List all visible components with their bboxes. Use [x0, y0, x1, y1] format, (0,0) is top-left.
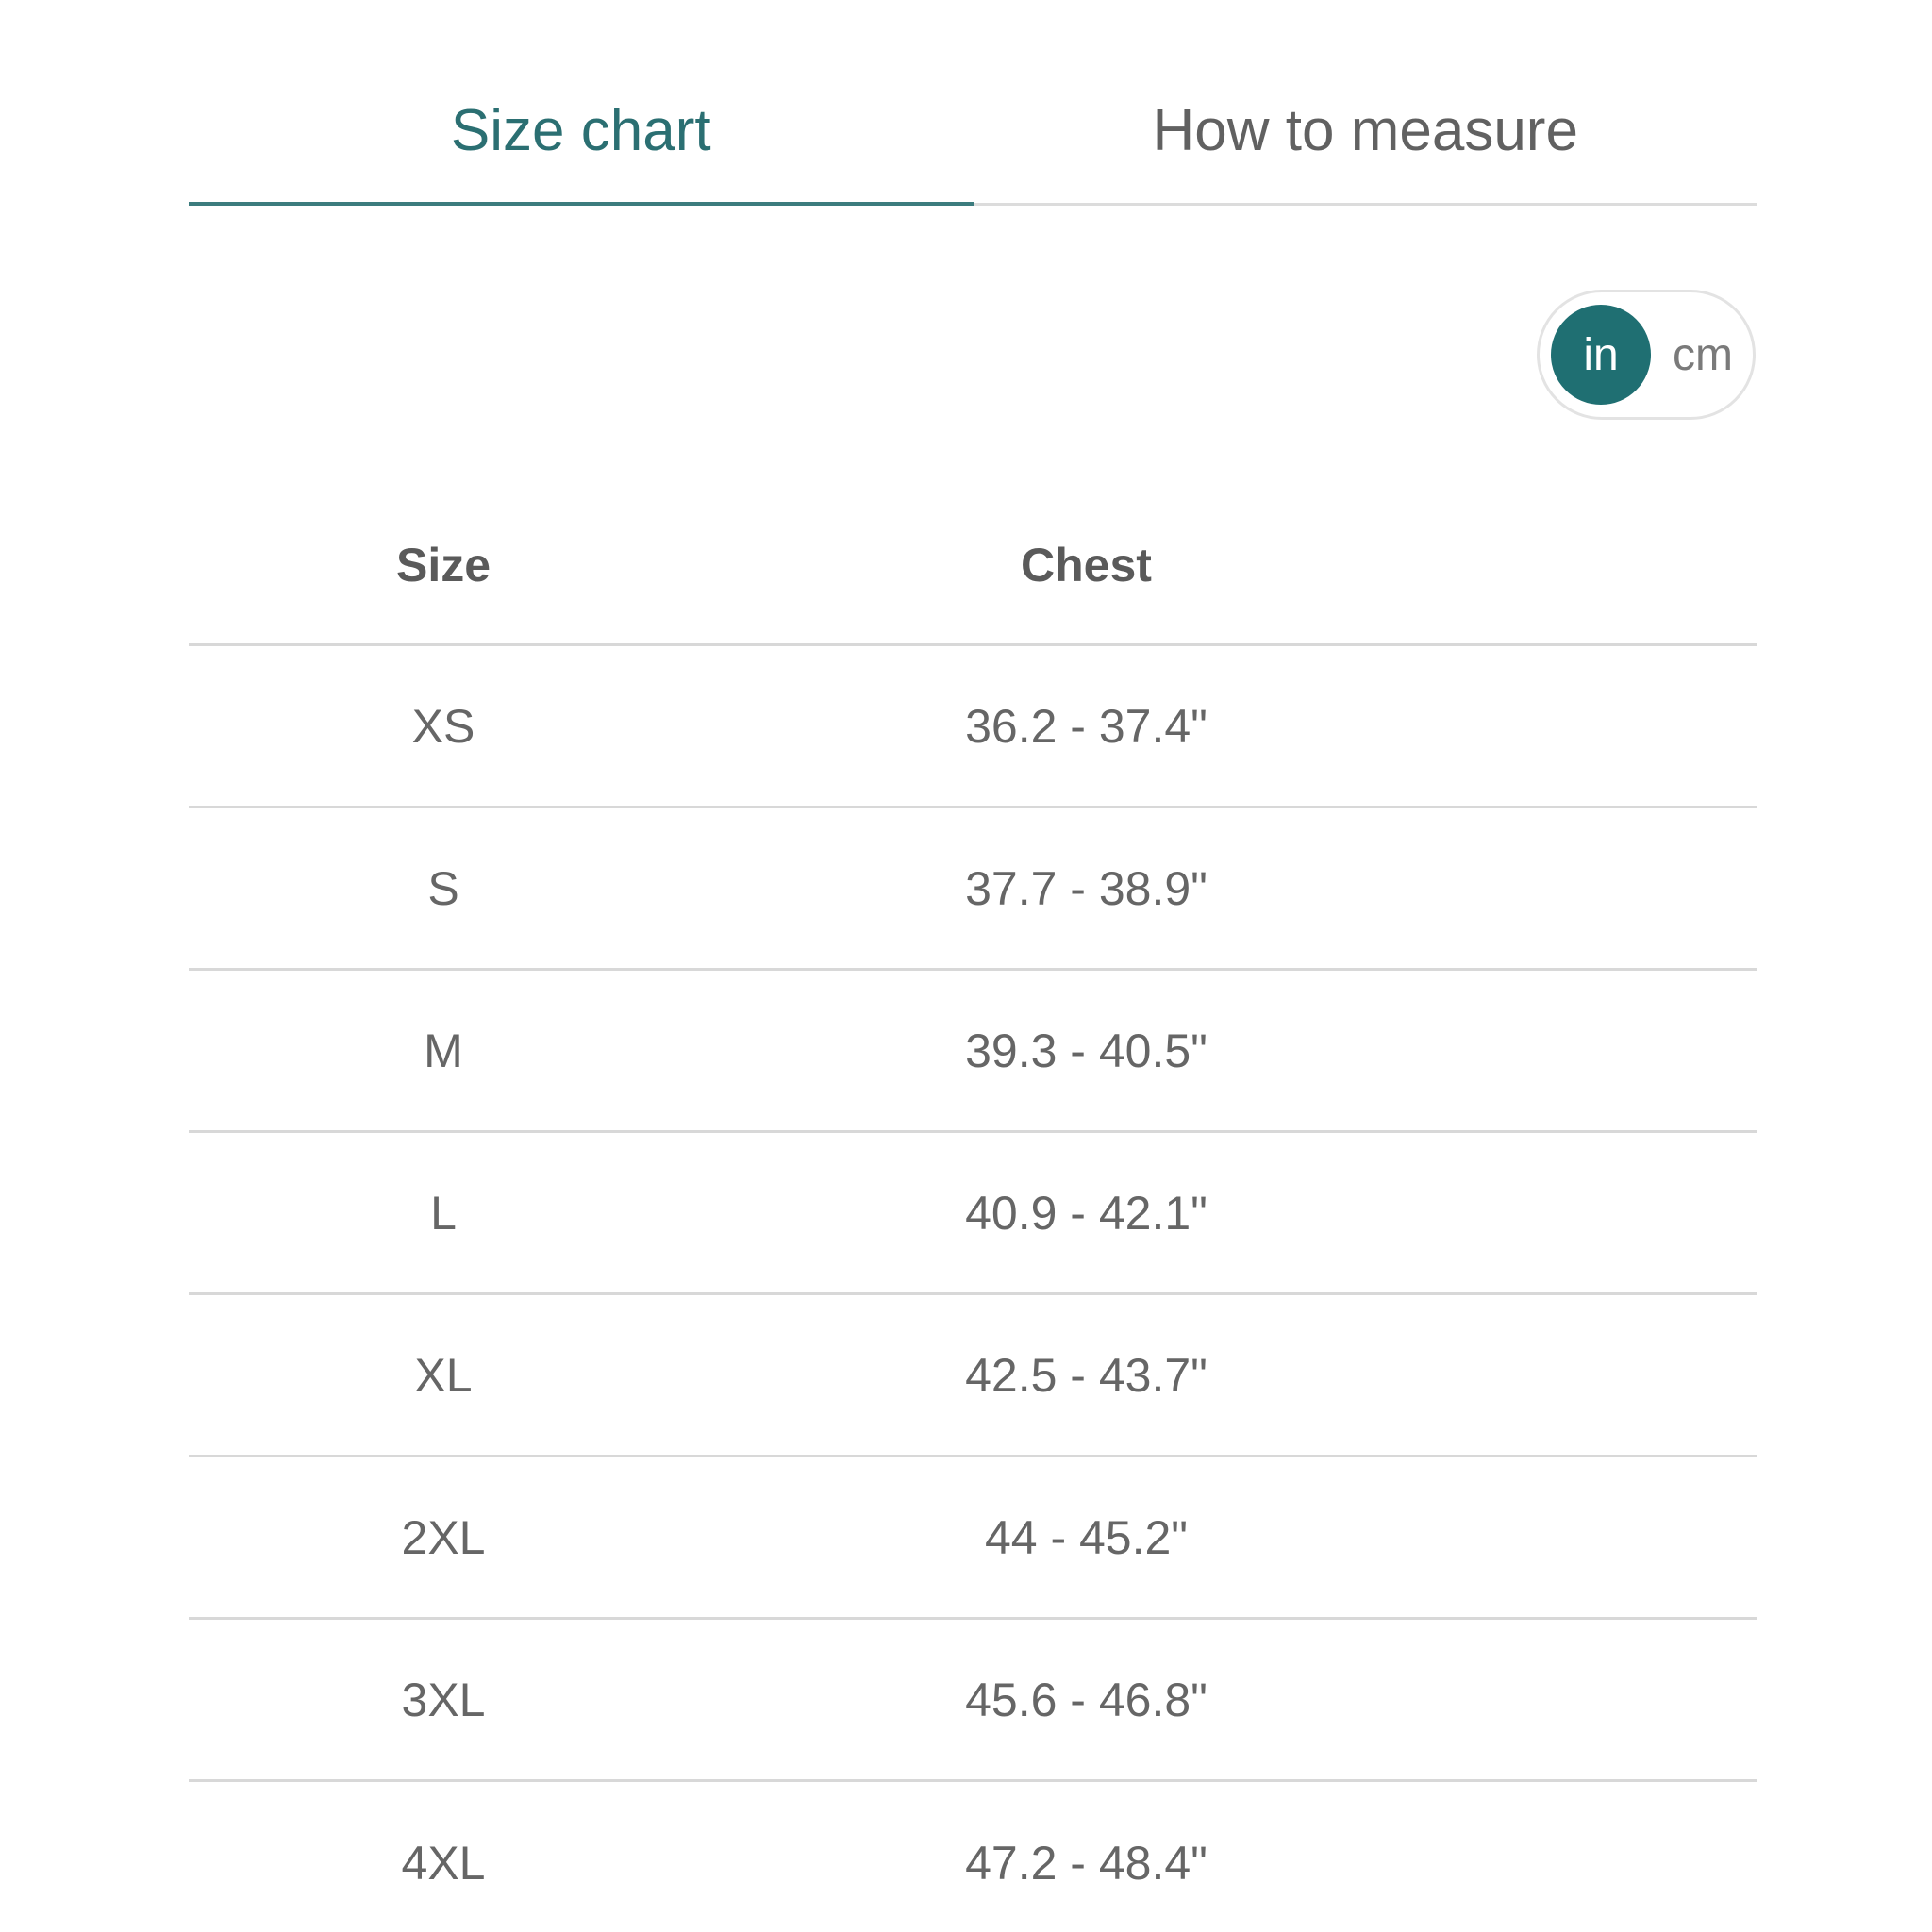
table-row — [189, 808, 1757, 971]
unit-option-cm-label: cm — [1673, 329, 1733, 380]
size-cell: XL — [414, 1348, 473, 1402]
table-row — [189, 646, 1757, 808]
table-row — [189, 971, 1757, 1133]
tab-how-to-measure-label: How to measure — [1152, 98, 1578, 163]
column-header-chest: Chest — [1021, 538, 1152, 591]
table-header-row — [189, 486, 1757, 646]
size-cell: M — [424, 1024, 463, 1077]
size-table — [189, 486, 1757, 1932]
tab-size-chart[interactable] — [189, 66, 974, 203]
unit-option-in[interactable] — [1551, 305, 1651, 405]
table-row — [189, 1782, 1757, 1932]
unit-option-cm[interactable] — [1653, 305, 1753, 405]
size-cell: 3XL — [401, 1673, 486, 1726]
tab-bar — [189, 66, 1757, 206]
tab-size-chart-label: Size chart — [450, 98, 711, 163]
size-cell: XS — [411, 699, 475, 753]
unit-toggle — [1537, 290, 1756, 420]
table-row — [189, 1620, 1757, 1782]
size-cell: S — [427, 861, 459, 915]
chest-cell: 44 - 45.2" — [984, 1510, 1189, 1564]
size-cell: 4XL — [401, 1837, 486, 1890]
chest-cell: 42.5 - 43.7" — [965, 1348, 1208, 1402]
size-cell: 2XL — [401, 1510, 486, 1564]
chest-cell: 36.2 - 37.4" — [965, 699, 1208, 753]
table-row — [189, 1133, 1757, 1295]
table-row — [189, 1457, 1757, 1620]
size-cell: L — [430, 1186, 457, 1240]
chest-cell: 45.6 - 46.8" — [965, 1673, 1208, 1726]
unit-option-in-label: in — [1583, 329, 1619, 380]
table-row — [189, 1295, 1757, 1457]
column-header-size: Size — [395, 538, 491, 591]
chest-cell: 40.9 - 42.1" — [965, 1186, 1208, 1240]
tab-how-to-measure[interactable] — [974, 66, 1758, 203]
chest-cell: 39.3 - 40.5" — [965, 1024, 1208, 1077]
chest-cell: 37.7 - 38.9" — [965, 861, 1208, 915]
chest-cell: 47.2 - 48.4" — [965, 1837, 1208, 1890]
